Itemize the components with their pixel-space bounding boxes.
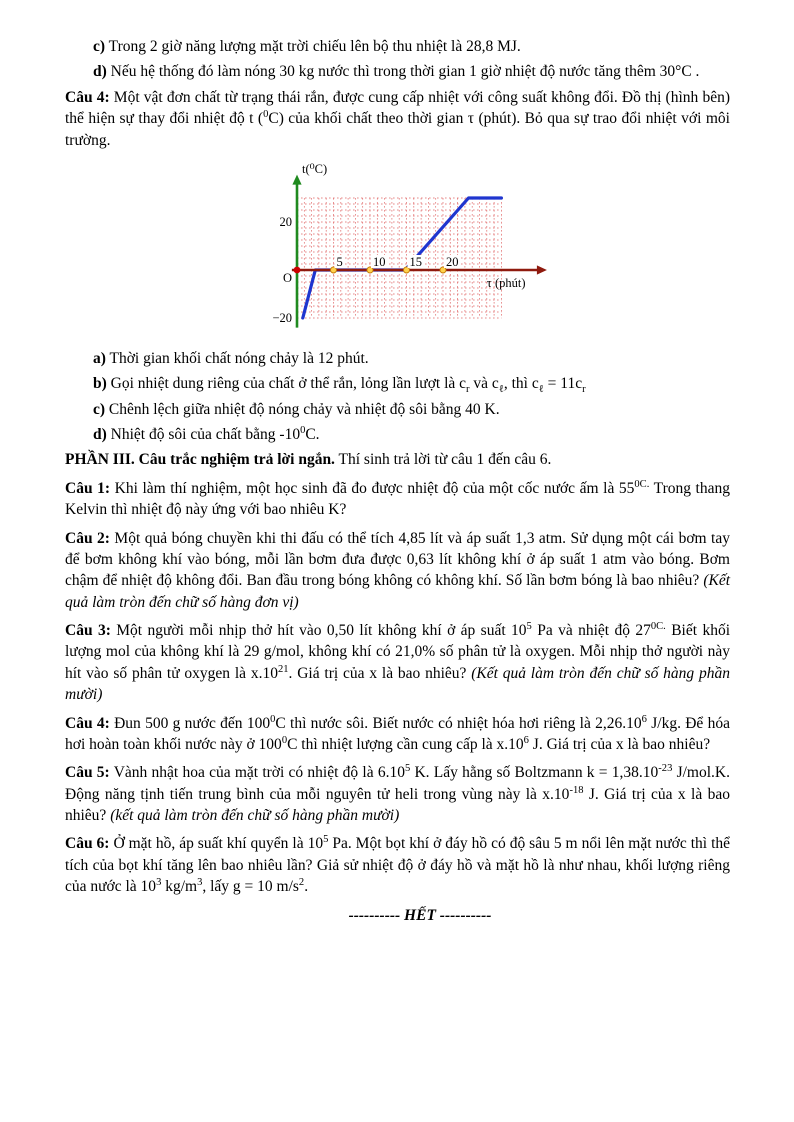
question-1: Câu 1: Khi làm thí nghiệm, một học sinh đã đo được nhiệt độ của một cốc nước ấm là $55^{0C.}$ Trong thang Kelvin thì nhiệt độ này ứng với bao nhiêu K? (65, 478, 730, 519)
statement-c-temp-difference: c) Chênh lệch giữa nhiệt độ nóng chảy và nhiệt độ sôi bằng 40 K. (93, 400, 500, 418)
question-6: Câu 6: Ở mặt hồ, áp suất khí quyển là $10^5$ Pa. Một bọt khí ở đáy hồ có độ sâu 5 m nổi lên mặt nước thì thể tích của bọt khí tăng lên bao nhiêu lần? Giả sử nhiệt độ ở đáy hồ và mặt hồ là như nhau, khối lượng riêng của nước là $10^3$ $kg/m^3$, lấy g = 10 $m/s^2$. (65, 834, 731, 896)
y-tick-label: O (282, 270, 292, 285)
temperature-time-graph (251, 158, 571, 338)
temperature-chart (251, 158, 571, 338)
text-block-bottom (65, 348, 730, 898)
statement-b-specific-heat: b) Gọi nhiệt dung riêng của chất ở thể rắn, lỏng lần lượt là $c_r$ và $c_\ell$, thì $c_\ell = 11c_r$ (93, 375, 586, 396)
statement-d-boiling-point: d) Nhiệt độ sôi của chất bằng $-10^0C$. (93, 424, 320, 443)
statement-d-water: d) Nếu hệ thống đó làm nóng 30 kg nước thì trong thời gian 1 giờ nhiệt độ nước tăng thêm 30°C . (93, 63, 700, 81)
y-tick-label: −20 (272, 310, 292, 325)
origin-dot (294, 266, 301, 273)
y-axis-arrow (292, 174, 301, 184)
question-4: Câu 4: Đun 500 g nước đến $100^0C$ thì nước sôi. Biết nước có nhiệt hóa hơi riêng là 2,26.10$^6$ J/kg. Để hóa hơi hoàn toàn khối nước này ở $100^0C$ thì nhiệt lượng cần cung cấp là $x.10^6$ J. Giá trị của x là bao nhiêu? (65, 713, 730, 753)
statement-c-solar: c) Trong 2 giờ năng lượng mặt trời chiếu lên bộ thu nhiệt là 28,8 MJ. (93, 38, 521, 55)
question-2: Câu 2: Một quả bóng chuyền khi thi đấu có thể tích 4,85 lít và áp suất 1,3 atm. Sử dụng một cái bơm tay để bơm không khí vào bóng, mỗi lần bơm đưa được 0,63 lít không khí ở áp suất 1 atm vào bóng. Bơm chậm để nhiệt độ không đổi. Ban đầu trong bóng không có không khí. Số lần bơm bóng là bao nhiêu? (Kết quả làm tròn đến chữ số hàng đơn vị) (65, 529, 730, 611)
x-axis-label: τ (phút) (486, 275, 526, 290)
question-4-intro: Câu 4: Một vật đơn chất từ trạng thái rắn, được cung cấp nhiệt với công suất không đổi. Đồ thị (hình bên) thể hiện sự thay đổi nhiệt độ t ($^0$C) của khối chất theo thời gian τ (phút). Bỏ qua sự trao đổi nhiệt với môi trường. (65, 88, 730, 149)
end-marker: ---------- HẾT ---------- (348, 906, 492, 924)
text-block-top (65, 36, 730, 151)
question-3: Câu 3: Một người mỗi nhịp thở hít vào 0,50 lít không khí ở áp suất $10^5$ Pa và nhiệt độ $27^{0C.}$ Biết khối lượng mol của không khí là 29 g/mol, không khí có 21,0% số phân tử là oxygen. Mỗi nhịp thở người này hít vào số phân tử oxygen là $x.10^{21}$. Giá trị của x là bao nhiêu? (Kết quả làm tròn đến chữ số hàng phần mười) (65, 620, 730, 704)
x-tick-label: 20 (446, 254, 459, 269)
x-tick-label: 15 (409, 254, 422, 269)
part-iii-header: PHẦN III. Câu trắc nghiệm trả lời ngắn. Thí sinh trả lời từ câu 1 đến câu 6. (65, 451, 552, 469)
x-axis-arrow (537, 265, 547, 274)
grid-lines (297, 198, 501, 318)
x-tick-label: 10 (373, 254, 386, 269)
x-tick-label: 5 (336, 254, 343, 269)
question-5: Câu 5: Vành nhật hoa của mặt trời có nhiệt độ là 6.10$^5$ K. Lấy hằng số Boltzmann $k = 1,38.10^{-23}$ J/mol.K. Động năng tịnh tiến trung bình của mỗi nguyên tử heli trong vùng này là $x.10^{-18}$ J. Giá trị của x là bao nhiêu? (kết quả làm tròn đến chữ số hàng phần mười) (65, 763, 730, 824)
statement-a-melting-time: a) Thời gian khối chất nóng chảy là 12 phút. (93, 349, 369, 367)
y-axis-label: t(⁰C) (302, 161, 328, 176)
y-tick-label: 20 (279, 214, 292, 229)
